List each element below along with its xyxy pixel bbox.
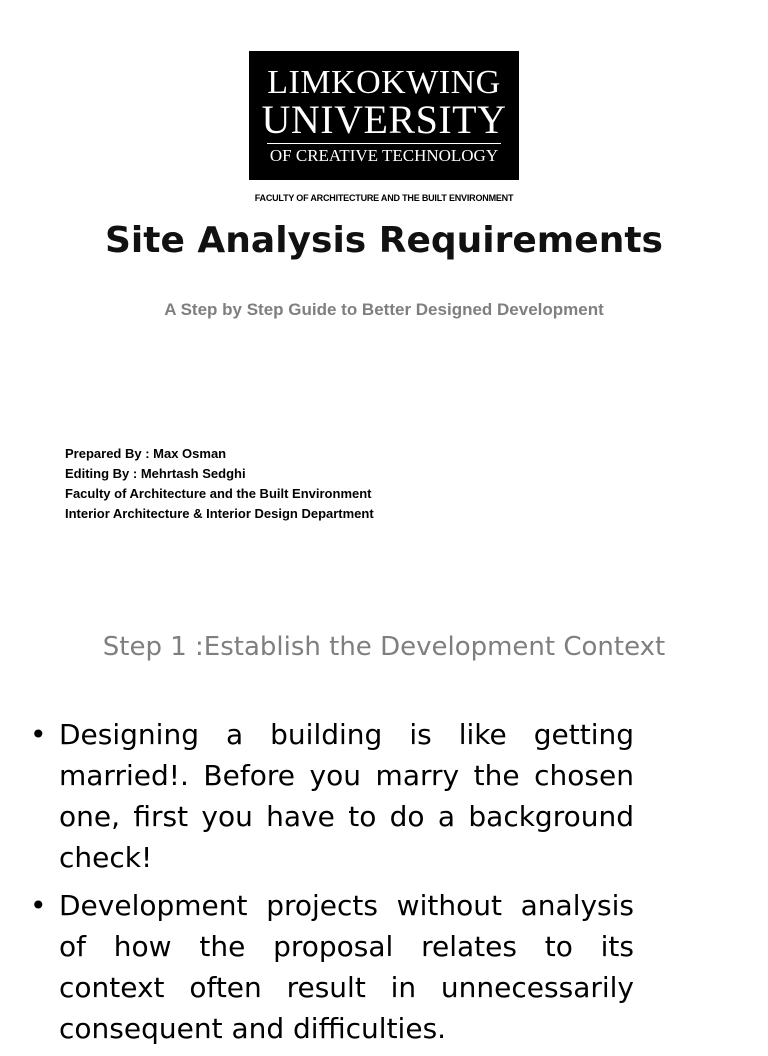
credits-list (65, 444, 374, 524)
bullet-text: Development projects without analysis of how the proposal relates to its context often result in unnecessarily consequent and difficulties. (59, 889, 634, 1045)
bullet-text: Designing a building is like getting married!. Before you marry the chosen one, first you have to do a background check! (59, 718, 634, 874)
university-logo (249, 51, 519, 180)
bullet-icon: • (30, 718, 47, 751)
bullet-list (30, 714, 634, 1056)
credit-department: Interior Architecture & Interior Design Department (65, 506, 374, 521)
credit-edited-by: Editing By : Mehrtash Sedghi (65, 466, 246, 481)
bullet-item (30, 885, 634, 1049)
logo-divider (267, 143, 501, 144)
bullet-item (30, 714, 634, 878)
page-subtitle: A Step by Step Guide to Better Designed Development (164, 300, 604, 319)
credit-prepared-by: Prepared By : Max Osman (65, 446, 227, 461)
logo-line-2: UNIVERSITY (261, 97, 507, 142)
step-heading: Step 1 :Establish the Development Context (102, 632, 666, 662)
bullet-icon: • (30, 889, 47, 922)
credit-faculty: Faculty of Architecture and the Built Environment (65, 486, 372, 501)
page-title: Site Analysis Requirements (105, 220, 663, 261)
logo-line-3: OF CREATIVE TECHNOLOGY (269, 146, 499, 165)
logo-line-1: LIMKOKWING (267, 64, 501, 101)
faculty-caption: FACULTY OF ARCHITECTURE AND THE BUILT ENVIRONMENT (254, 193, 514, 203)
